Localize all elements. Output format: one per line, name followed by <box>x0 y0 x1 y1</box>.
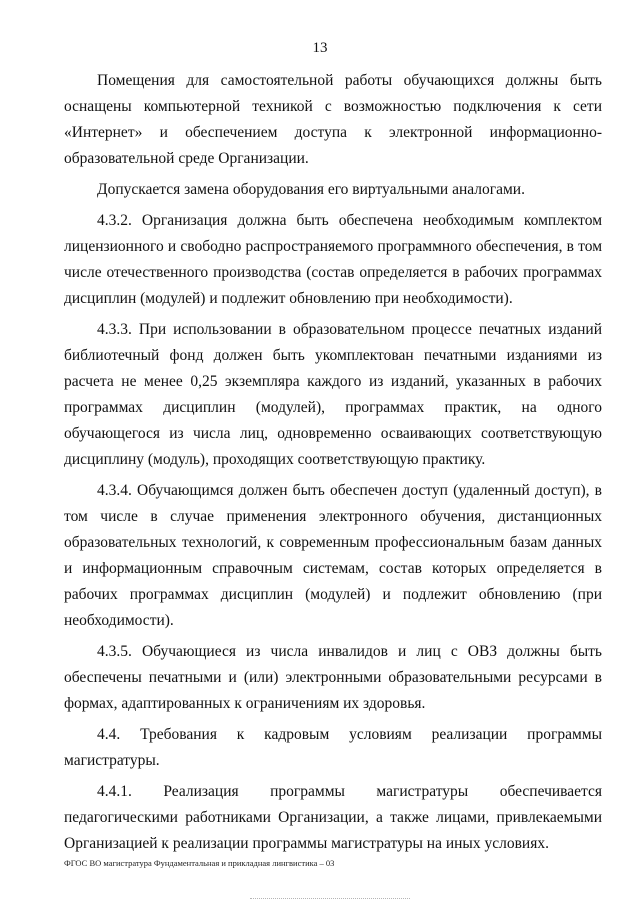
paragraph-4-3-5: 4.3.5. Обучающиеся из числа инвалидов и лиц с ОВЗ должны быть обеспечены печатными и (или) электронными образовательными ресурсами в формах, адаптированных к ограничениям их здоровья. <box>64 643 602 712</box>
paragraph-4-3-3: 4.3.3. При использовании в образовательном процессе печатных изданий библиотечный фонд должен быть укомплектован печатными изданиями из расчета не менее 0,25 экземпляра каждого из изданий, указанных в рабочих программах дисциплин (модулей), программах практик, на одного обучающегося из числа лиц, одновременно осваивающих соответствующую дисциплину (модуль), проходящих соответствующую практику. <box>64 321 602 468</box>
paragraph-4-4-1: 4.4.1. Реализация программы магистратуры обеспечивается педагогическими работниками Организации, а также лицами, привлекаемыми Организацией к реализации программы магистратуры на иных условиях. <box>64 783 602 852</box>
paragraph-4-3-2: 4.3.2. Организация должна быть обеспечена необходимым комплектом лицензионного и свободно распространяемого программного обеспечения, в том числе отечественного производства (состав определяется в рабочих программах дисциплин (модулей) и подлежит обновлению при необходимости). <box>64 212 602 307</box>
page-number: 13 <box>312 40 328 56</box>
footer-note: ФГОС ВО магистратура Фундаментальная и прикладная лингвистика – 03 <box>64 858 335 868</box>
paragraph-4-3-4: 4.3.4. Обучающимся должен быть обеспечен доступ (удаленный доступ), в том числе в случае применения электронного обучения, дистанционных образовательных технологий, к современным профессиональным базам данных и информационным справочным системам, состав которых определяется в рабочих программах дисциплин (модулей) и подлежит обновлению (при необходимости). <box>64 482 602 629</box>
document-body <box>64 68 602 862</box>
paragraph-premises: Помещения для самостоятельной работы обучающихся должны быть оснащены компьютерной техникой с возможностью подключения к сети «Интернет» и обеспечением доступа к электронной информационно-образовательной среде Организации. <box>64 72 602 167</box>
paragraph-virtual-analogs: Допускается замена оборудования его виртуальными аналогами. <box>97 181 525 198</box>
scan-edge-mark <box>250 898 410 902</box>
paragraph-4-4: 4.4. Требования к кадровым условиям реализации программы магистратуры. <box>64 726 602 769</box>
